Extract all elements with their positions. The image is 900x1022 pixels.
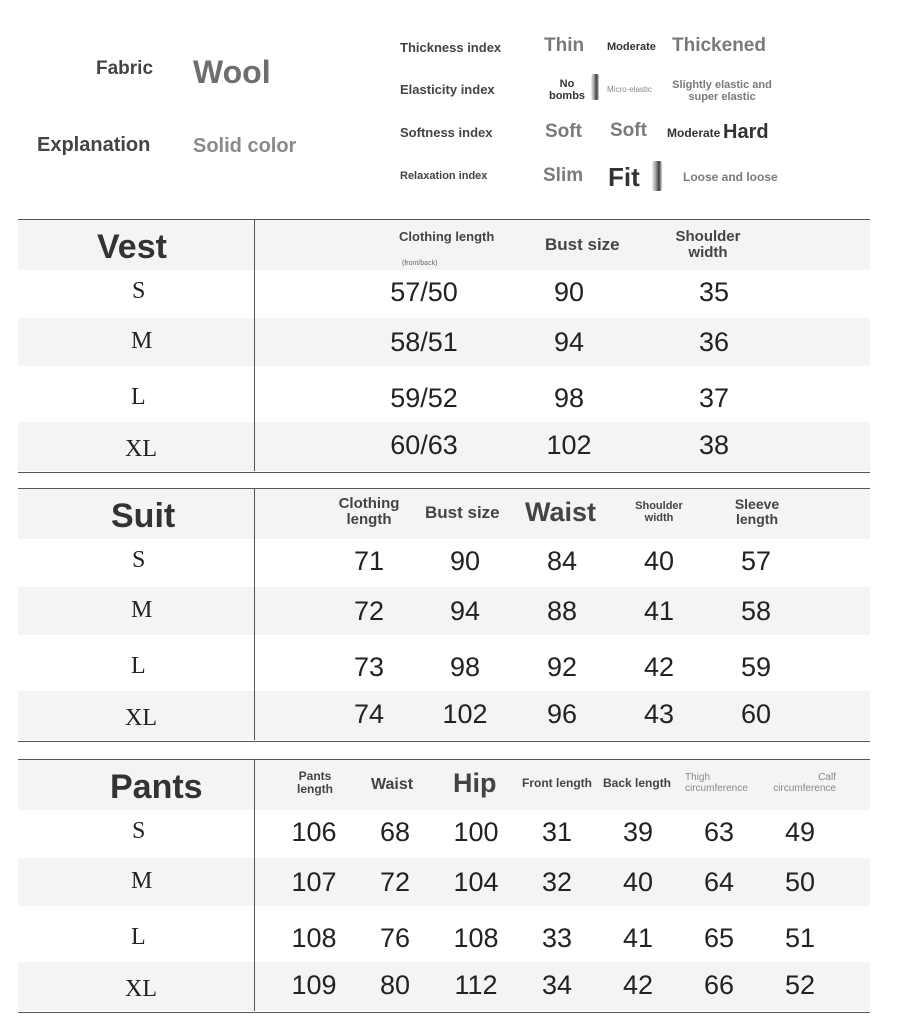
pants-xl-front: 34: [541, 970, 573, 1000]
pants-m-thigh: 64: [703, 867, 735, 897]
vest-header-clothing-length: Clothing length: [399, 229, 495, 244]
pants-m-calf: 50: [784, 867, 816, 897]
suit-header-sleeve-length: Sleeve length: [734, 496, 780, 527]
thickness-option-thin: Thin: [544, 35, 585, 56]
pants-header-thigh: Thigh circumference: [685, 772, 748, 794]
pants-s-calf: 49: [784, 817, 816, 847]
relaxation-option-loose: Loose and loose: [683, 170, 778, 184]
suit-l-waist: 92: [546, 652, 578, 682]
thickness-index-label: Thickness index: [400, 40, 502, 55]
pants-l-hip: 108: [453, 923, 499, 953]
vest-size-l: L: [131, 384, 146, 410]
explanation-value: Solid color: [193, 135, 297, 157]
pants-l-back: 41: [622, 923, 654, 953]
softness-option-hard: Hard: [723, 121, 769, 143]
thickness-option-thickened: Thickened: [672, 35, 766, 56]
pants-header-pants-length: Pants length: [297, 769, 333, 796]
pants-s-front: 31: [541, 817, 573, 847]
vest-m-length: 58/51: [390, 327, 458, 357]
suit-header-waist: Waist: [525, 497, 597, 527]
fabric-value: Wool: [193, 54, 271, 90]
relaxation-selected-marker-icon: [652, 161, 662, 191]
pants-size-l: L: [131, 924, 146, 950]
pants-title: Pants: [110, 768, 203, 806]
suit-s-length: 71: [353, 546, 385, 576]
pants-s-back: 39: [622, 817, 654, 847]
pants-size-xl: XL: [125, 976, 157, 1002]
suit-header-shoulder-width: Shoulder width: [635, 500, 683, 524]
vest-l-length: 59/52: [390, 383, 458, 413]
suit-l-length: 73: [353, 652, 385, 682]
relaxation-option-slim: Slim: [543, 165, 584, 186]
vest-l-bust: 98: [553, 383, 585, 413]
fabric-label: Fabric: [96, 58, 154, 79]
vest-divider: [254, 220, 255, 471]
suit-m-waist: 88: [546, 596, 578, 626]
suit-l-sleeve: 59: [740, 652, 772, 682]
pants-m-waist: 72: [379, 867, 411, 897]
pants-divider: [254, 760, 255, 1011]
pants-header-front-length: Front length: [522, 776, 592, 790]
pants-xl-thigh: 66: [703, 970, 735, 1000]
suit-m-sleeve: 58: [740, 596, 772, 626]
pants-l-front: 33: [541, 923, 573, 953]
pants-xl-hip: 112: [454, 970, 498, 1000]
pants-l-waist: 76: [379, 923, 411, 953]
suit-s-bust: 90: [449, 546, 481, 576]
pants-l-calf: 51: [784, 923, 816, 953]
pants-l-thigh: 65: [703, 923, 735, 953]
suit-size-l: L: [131, 653, 146, 679]
vest-m-bust: 94: [553, 327, 585, 357]
pants-header-calf: Calf circumference: [773, 772, 836, 794]
vest-s-length: 57/50: [390, 277, 458, 307]
vest-header-shoulder-width: Shoulder width: [675, 228, 741, 261]
vest-size-m: M: [131, 328, 153, 354]
suit-l-shoulder: 42: [643, 652, 675, 682]
pants-m-length: 107: [291, 867, 337, 897]
pants-xl-calf: 52: [784, 970, 816, 1000]
suit-s-waist: 84: [546, 546, 578, 576]
pants-m-hip: 104: [453, 867, 499, 897]
relaxation-index-label: Relaxation index: [400, 170, 488, 182]
suit-m-length: 72: [353, 596, 385, 626]
vest-xl-length: 60/63: [390, 430, 458, 460]
vest-size-xl: XL: [125, 436, 157, 462]
suit-m-bust: 94: [449, 596, 481, 626]
suit-title: Suit: [111, 497, 176, 535]
pants-l-length: 108: [291, 923, 337, 953]
relaxation-option-fit: Fit: [608, 162, 640, 192]
suit-s-sleeve: 57: [740, 546, 772, 576]
pants-s-waist: 68: [379, 817, 411, 847]
explanation-label: Explanation: [37, 134, 151, 156]
pants-s-length: 106: [291, 817, 337, 847]
pants-size-m: M: [131, 868, 153, 894]
suit-size-s: S: [132, 547, 146, 573]
suit-xl-waist: 96: [546, 699, 578, 729]
pants-m-back: 40: [622, 867, 654, 897]
softness-option-moderate: Moderate: [667, 126, 721, 140]
suit-xl-shoulder: 43: [643, 699, 675, 729]
suit-l-bust: 98: [449, 652, 481, 682]
pants-xl-length: 109: [291, 970, 337, 1000]
elasticity-option-micro-elastic: Micro-elastic: [607, 85, 652, 94]
suit-size-m: M: [131, 597, 153, 623]
softness-index-label: Softness index: [400, 125, 493, 140]
suit-header-bust-size: Bust size: [425, 503, 500, 522]
softness-option-soft-2: Soft: [610, 120, 647, 141]
suit-xl-length: 74: [353, 699, 385, 729]
vest-header-front-back: (front/back): [402, 260, 438, 267]
vest-m-shoulder: 36: [698, 327, 730, 357]
softness-option-soft-1: Soft: [545, 121, 582, 142]
suit-xl-sleeve: 60: [740, 699, 772, 729]
elasticity-index-label: Elasticity index: [400, 82, 495, 97]
pants-xl-waist: 80: [379, 970, 411, 1000]
vest-xl-shoulder: 38: [698, 430, 730, 460]
vest-s-shoulder: 35: [698, 277, 730, 307]
suit-divider: [254, 489, 255, 740]
pants-s-thigh: 63: [703, 817, 735, 847]
elasticity-selected-marker-icon: [591, 74, 599, 100]
elasticity-option-slightly-super: Slightly elastic and super elastic: [672, 79, 772, 103]
pants-xl-back: 42: [622, 970, 654, 1000]
suit-xl-bust: 102: [442, 699, 488, 729]
pants-header-back-length: Back length: [603, 776, 672, 790]
suit-size-xl: XL: [125, 705, 157, 731]
vest-l-shoulder: 37: [698, 383, 730, 413]
elasticity-option-no-bombs: No bombs: [548, 78, 586, 102]
pants-size-s: S: [132, 818, 146, 844]
suit-m-shoulder: 41: [643, 596, 675, 626]
vest-header-bust-size: Bust size: [545, 235, 620, 254]
suit-header-clothing-length: Clothing length: [338, 495, 400, 528]
pants-s-hip: 100: [453, 817, 499, 847]
vest-title: Vest: [97, 228, 167, 266]
pants-m-front: 32: [541, 867, 573, 897]
pants-header-waist: Waist: [371, 776, 414, 793]
pants-header-hip: Hip: [453, 768, 497, 798]
vest-xl-bust: 102: [546, 430, 592, 460]
thickness-option-moderate: Moderate: [607, 41, 656, 53]
vest-size-s: S: [132, 278, 146, 304]
vest-s-bust: 90: [553, 277, 585, 307]
suit-s-shoulder: 40: [643, 546, 675, 576]
